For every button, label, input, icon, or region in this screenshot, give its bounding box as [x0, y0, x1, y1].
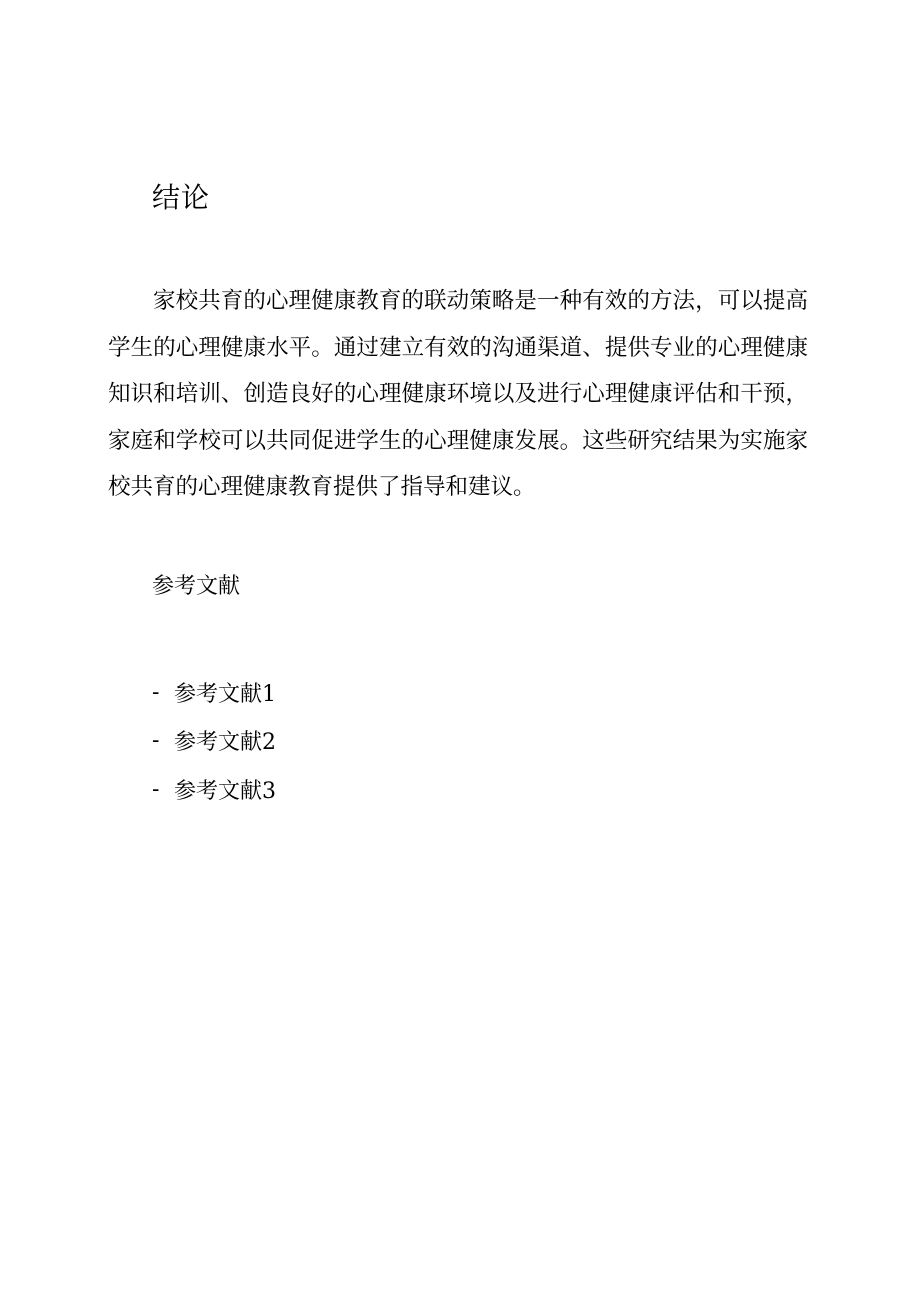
conclusion-paragraph: 家校共育的心理健康教育的联动策略是一种有效的方法，可以提高学生的心理健康水平。通过建立有效的沟通渠道、提供专业的心理健康知识和培训、创造良好的心理健康环境以及进行心理健康评估和干预，家庭和学校可以共同促进学生的心理健康发展。这些研究结果为实施家校共育的心理健康教育提供了指导和建议。 [108, 288, 808, 500]
list-bullet: - [152, 728, 160, 754]
reference-label: 参考文献1 [174, 681, 276, 707]
reference-item-2 [152, 717, 276, 766]
reference-label: 参考文献3 [174, 778, 276, 804]
reference-item-3 [152, 765, 276, 814]
list-bullet: - [152, 776, 160, 802]
references-heading: 参考文献 [152, 574, 241, 599]
list-bullet: - [152, 679, 160, 705]
conclusion-heading: 结论 [152, 181, 211, 214]
references-list [152, 668, 276, 814]
reference-label: 参考文献2 [174, 730, 276, 756]
reference-item-1 [152, 668, 276, 717]
